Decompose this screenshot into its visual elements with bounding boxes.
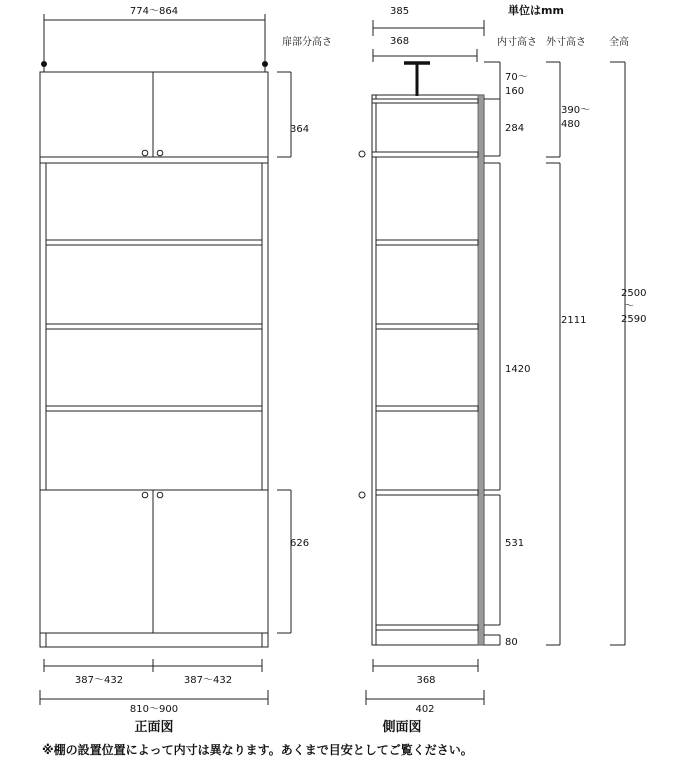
side-cabinet-body bbox=[372, 95, 484, 645]
side-view-title: 側面図 bbox=[382, 720, 422, 735]
base-height-label: 80 bbox=[505, 637, 518, 648]
ceiling-gap-label-a: 70〜 bbox=[505, 72, 528, 83]
front-top-width-label: 774〜864 bbox=[129, 6, 179, 17]
ceiling-gap-label-b: 160 bbox=[505, 86, 525, 97]
left-door-width-label: 387〜432 bbox=[74, 675, 124, 686]
side-shelf-3 bbox=[376, 406, 478, 411]
shelf-2 bbox=[46, 324, 262, 329]
side-lower-divider bbox=[376, 490, 478, 495]
plinth bbox=[40, 633, 268, 647]
upper-cabinet-base bbox=[40, 157, 268, 163]
lower-cabinet bbox=[40, 490, 268, 633]
door-height-column-label: 扉部分高さ bbox=[282, 37, 332, 48]
total-width-label: 810〜900 bbox=[129, 704, 179, 715]
shelf-3 bbox=[46, 406, 262, 411]
upper-door-knob-left-icon bbox=[142, 150, 148, 156]
front-view-title: 正面図 bbox=[134, 720, 174, 735]
total-height-label-a: 2500 bbox=[621, 288, 647, 299]
side-door-panel bbox=[478, 95, 484, 645]
lower-door-knob-left-icon bbox=[142, 492, 148, 498]
side-upper-divider bbox=[372, 152, 478, 157]
side-bottom-outer-label: 402 bbox=[415, 704, 435, 715]
side-top-outer-label: 385 bbox=[390, 6, 410, 17]
lower-door-height-label: 626 bbox=[290, 538, 310, 549]
outer-upper-label-a: 390〜 bbox=[561, 105, 591, 116]
side-bottom-inner-label: 368 bbox=[416, 675, 436, 686]
side-upper-knob-icon bbox=[359, 151, 365, 157]
total-height-label-c: 2590 bbox=[621, 314, 647, 325]
inner-height-column-label: 内寸高さ bbox=[497, 37, 537, 48]
side-lower-knob-icon bbox=[359, 492, 365, 498]
upper-door-knob-right-icon bbox=[157, 150, 163, 156]
side-view bbox=[359, 6, 646, 735]
upper-inner-height-label: 284 bbox=[505, 123, 525, 134]
side-top-inner-label: 368 bbox=[390, 36, 410, 47]
total-height-label-b: 〜 bbox=[624, 301, 634, 312]
lower-door-knob-right-icon bbox=[157, 492, 163, 498]
side-top-board bbox=[372, 99, 478, 103]
outer-height-column-label: 外寸高さ bbox=[546, 37, 586, 48]
lower-inner-height-label: 531 bbox=[505, 538, 525, 549]
side-shelf-1 bbox=[376, 240, 478, 245]
front-view bbox=[40, 6, 309, 735]
upper-door-height-label: 364 bbox=[290, 124, 310, 135]
footnote: ※棚の設置位置によって内寸は異なります。あくまで目安としてご覧ください。 bbox=[42, 743, 473, 757]
shelf-1 bbox=[46, 240, 262, 245]
outer-main-height-label: 2111 bbox=[561, 315, 587, 326]
side-shelf-2 bbox=[376, 324, 478, 329]
total-height-column-label: 全高 bbox=[609, 37, 629, 48]
side-bottom-board bbox=[376, 625, 478, 630]
mid-inner-height-label: 1420 bbox=[505, 364, 531, 375]
outer-upper-label-b: 480 bbox=[561, 119, 581, 130]
upper-cabinet bbox=[40, 72, 268, 157]
unit-label: 単位はmm bbox=[508, 4, 564, 17]
right-door-width-label: 387〜432 bbox=[183, 675, 233, 686]
